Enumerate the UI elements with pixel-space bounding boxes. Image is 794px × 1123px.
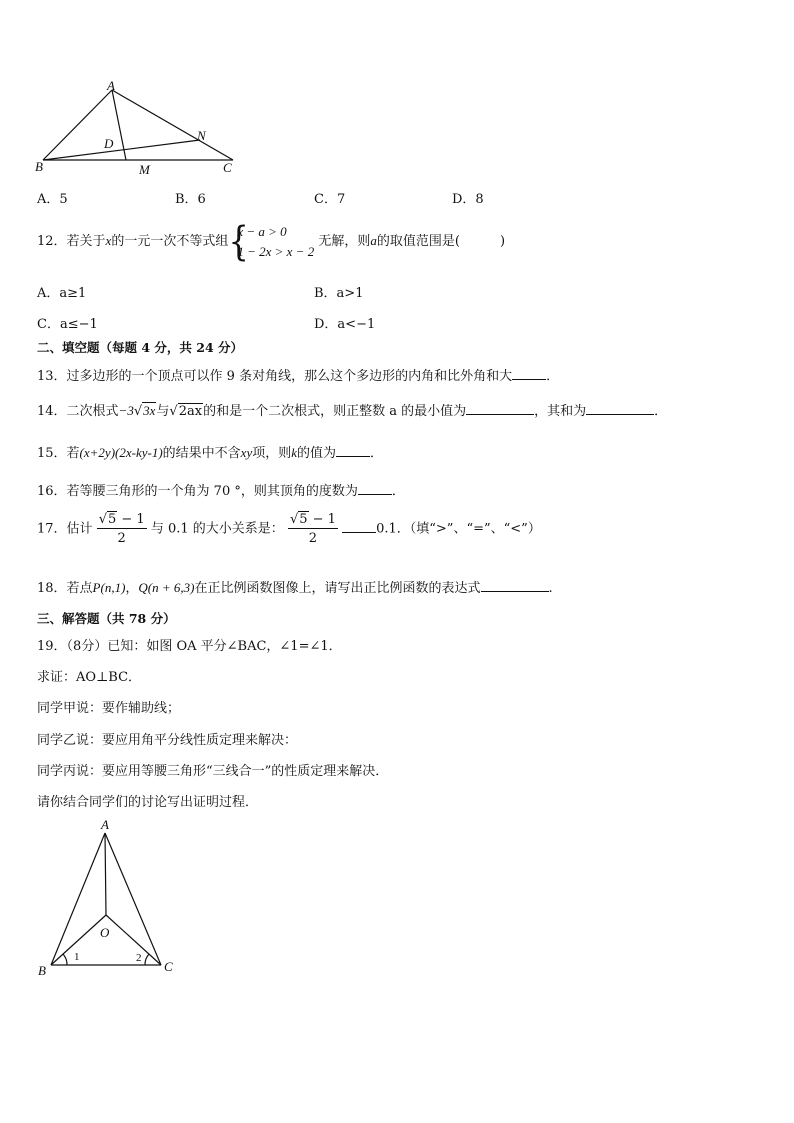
fraction-sqrt5-minus-1-over-2-b: $\frac{√5 - 1}{2}$: [289, 512, 336, 546]
label-m: M: [139, 162, 150, 177]
q11-option-a: A．5: [37, 192, 68, 207]
q12-option-b: B．a>1: [314, 286, 364, 301]
label-b: B: [35, 159, 43, 174]
label-b: B: [38, 963, 46, 978]
label-c: C: [164, 959, 173, 974]
label-c: C: [223, 160, 232, 175]
label-a: A: [107, 78, 115, 93]
segment-oc: [106, 915, 161, 965]
segment-ac: [105, 833, 161, 965]
segment-ab: [51, 833, 105, 965]
q11-option-c: C．7: [314, 192, 346, 207]
q14: 14．二次根式−3√3x与√2ax的和是一个二次根式，则正整数 a 的最小值为 ，其和为 ．: [37, 403, 668, 419]
label-a: A: [101, 817, 109, 832]
q13: 13．过多边形的一个顶点可以作 9 条对角线，那么这个多边形的内角和比外角和大 ．: [37, 369, 560, 384]
label-angle-2: 2: [136, 952, 142, 964]
segment-bn: [43, 140, 200, 160]
q12-stem: 12．若关于x的一元一次不等式组 { x − a > 0 1 − 2x > x − 2 无解，则a的取值范围是( ): [37, 218, 506, 265]
segment-ao: [105, 833, 106, 915]
figure-triangle-abc-o: [30, 815, 190, 985]
q12-option-d: D．a<−1: [314, 317, 376, 332]
fraction-sqrt5-minus-1-over-2: $\frac{√5 - 1}{2}$: [98, 512, 145, 546]
section-2-heading: 二、填空题（每题 4 分，共 24 分）: [37, 340, 244, 355]
q17: 17．估计 $\frac{√5 - 1}{2}$ 与 0.1 的大小关系是： $\frac{√5 - 1}{2}$ 0.1．（填“>”、“=”、“<”）: [37, 512, 541, 546]
q18: 18．若点P(n,1)，Q(n + 6,3)在正比例函数图像上，请写出正比例函数的表达式 .: [37, 580, 553, 596]
label-o: O: [100, 925, 110, 940]
q19-line-1: 19．（8分）已知：如图 OA 平分∠BAC，∠1=∠1．: [37, 639, 342, 654]
label-n: N: [197, 128, 206, 143]
q19-line-4: 同学乙说：要应用角平分线性质定理来解决：: [37, 733, 298, 748]
label-d: D: [104, 136, 114, 151]
q19-line-3: 同学甲说：要作辅助线；: [37, 701, 181, 716]
angle-arc-2: [145, 954, 149, 965]
q12-option-a: A．a≥1: [37, 286, 87, 301]
q19-line-2: 求证：AO⊥BC．: [37, 670, 142, 685]
brace-icon: {: [228, 218, 250, 265]
q19-line-5: 同学丙说：要应用等腰三角形“三线合一”的性质定理来解决．: [37, 764, 389, 779]
q12-option-c: C．a≤−1: [37, 317, 98, 332]
q11-option-b: B．6: [175, 192, 206, 207]
segment-ab: [43, 90, 112, 160]
q11-option-d: D．8: [452, 192, 484, 207]
q16: 16．若等腰三角形的一个角为 70 °，则其顶角的度数为 ．: [37, 484, 405, 499]
angle-arc-1: [63, 954, 67, 965]
q15: 15．若(x+2y)(2x-ky-1)的结果中不含xy项，则k的值为 ．: [37, 445, 384, 461]
inequality-system: { x − a > 0 1 − 2x > x − 2: [228, 218, 315, 265]
label-angle-1: 1: [74, 951, 80, 963]
figure-triangle-abc-dmn: [30, 78, 240, 178]
section-3-heading: 三、解答题（共 78 分）: [37, 611, 176, 626]
q19-line-6: 请你结合同学们的讨论写出证明过程．: [37, 795, 259, 810]
